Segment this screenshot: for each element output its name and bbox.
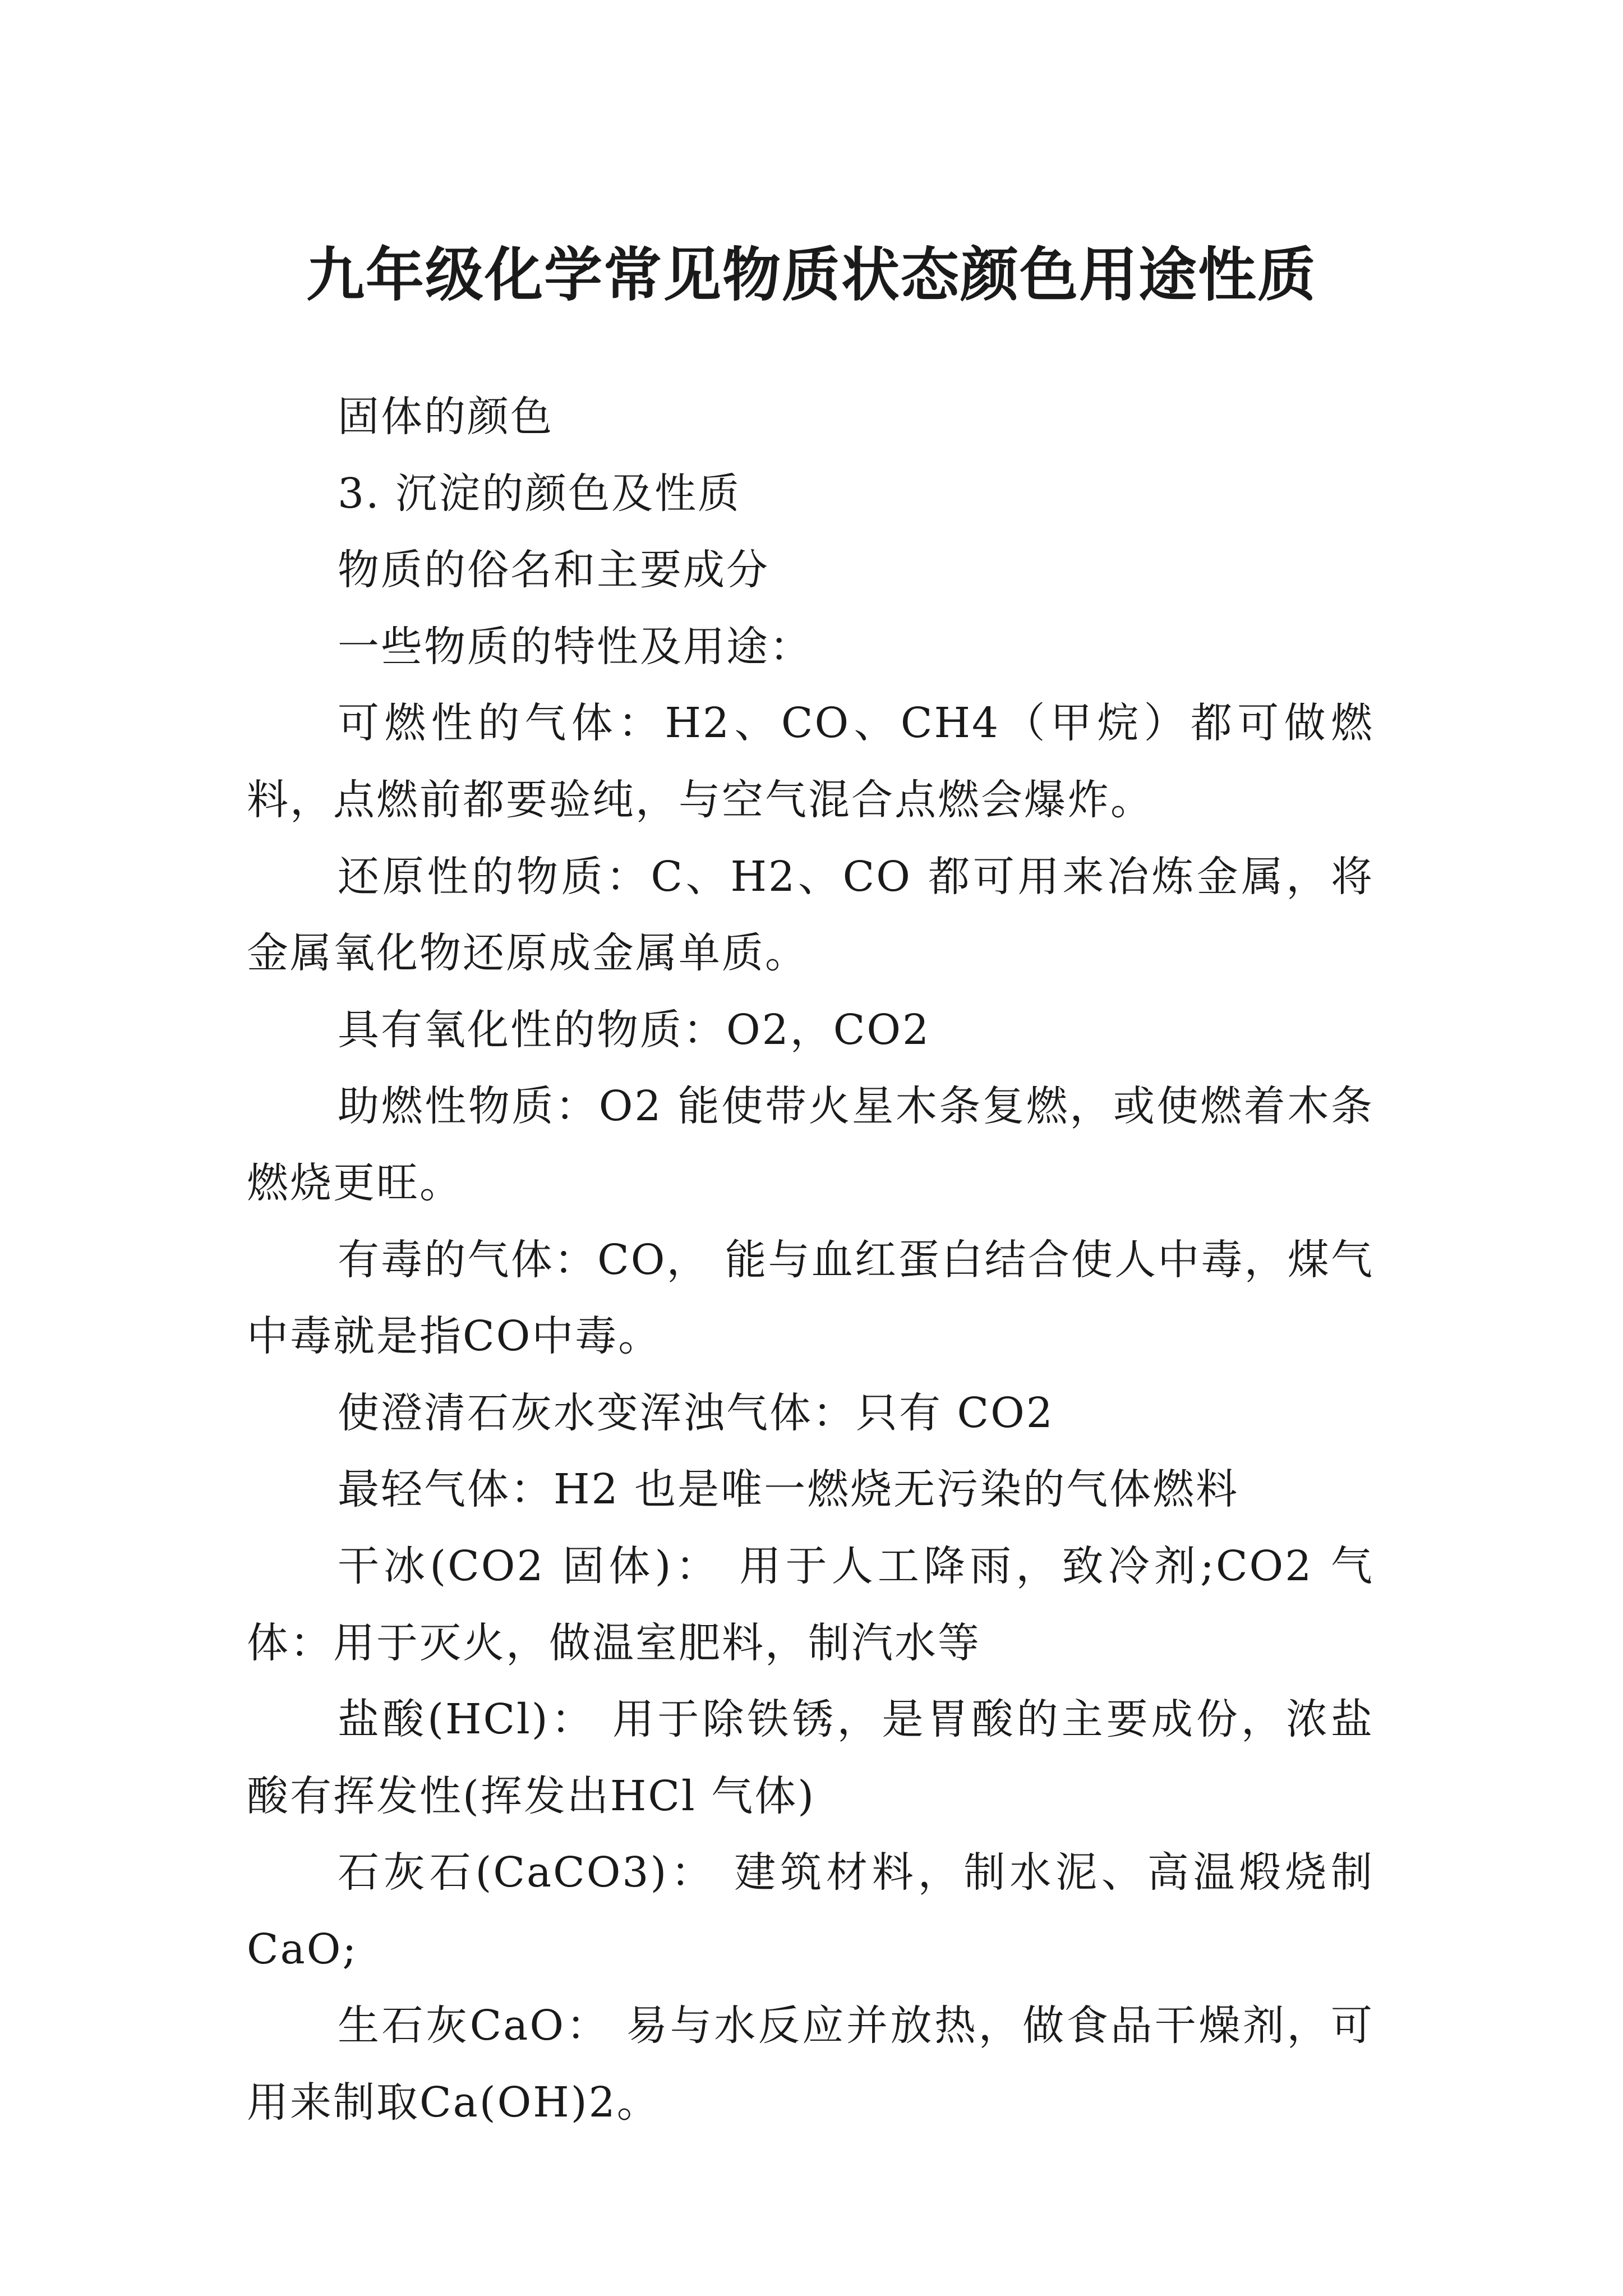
paragraph-common-names: 物质的俗名和主要成分 <box>338 546 769 595</box>
paragraph-properties-uses: 一些物质的特性及用途： <box>338 622 813 671</box>
paragraph-combustion-supporting: 助燃性物质：O2 能使带火星木条复燃，或使燃着木条燃烧更旺。 <box>247 1082 1374 1207</box>
paragraph-reducing-substances: 还原性的物质：C、H2、CO 都可用来冶炼金属，将金属氧化物还原成金属单质。 <box>247 852 1374 978</box>
document-body <box>247 379 1374 2141</box>
paragraph-combustible-gases: 可燃性的气体：H2、CO、CH4（甲烷）都可做燃料，点燃前都要验纯，与空气混合点燃会爆炸。 <box>247 699 1374 824</box>
paragraph-quicklime: 生石灰CaO： 易与水反应并放热，做食品干燥剂，可用来制取Ca(OH)2。 <box>247 2001 1374 2127</box>
page-title: 九年级化学常见物质状态颜色用途性质 <box>306 240 1317 309</box>
paragraph-limewater: 使澄清石灰水变浑浊气体：只有 CO2 <box>338 1388 1054 1437</box>
paragraph-precipitate-colors: 3. 沉淀的颜色及性质 <box>338 469 741 518</box>
paragraph-limestone: 石灰石(CaCO3)： 建筑材料，制水泥、高温煅烧制CaO; <box>247 1848 1374 1973</box>
paragraph-dry-ice: 干冰(CO2 固体)： 用于人工降雨，致冷剂;CO2 气体：用于灭火，做温室肥料，制汽水等 <box>247 1542 1374 1667</box>
paragraph-hydrochloric-acid: 盐酸(HCl)： 用于除铁锈，是胃酸的主要成份，浓盐酸有挥发性(挥发出HCl 气体) <box>247 1695 1374 1820</box>
paragraph-oxidizing-substances: 具有氧化性的物质：O2，CO2 <box>338 1005 931 1054</box>
paragraph-solid-colors: 固体的颜色 <box>338 393 554 441</box>
paragraph-lightest-gas: 最轻气体：H2 也是唯一燃烧无污染的气体燃料 <box>338 1465 1239 1514</box>
paragraph-toxic-gas: 有毒的气体：CO， 能与血红蛋白结合使人中毒，煤气中毒就是指CO中毒。 <box>247 1235 1374 1361</box>
